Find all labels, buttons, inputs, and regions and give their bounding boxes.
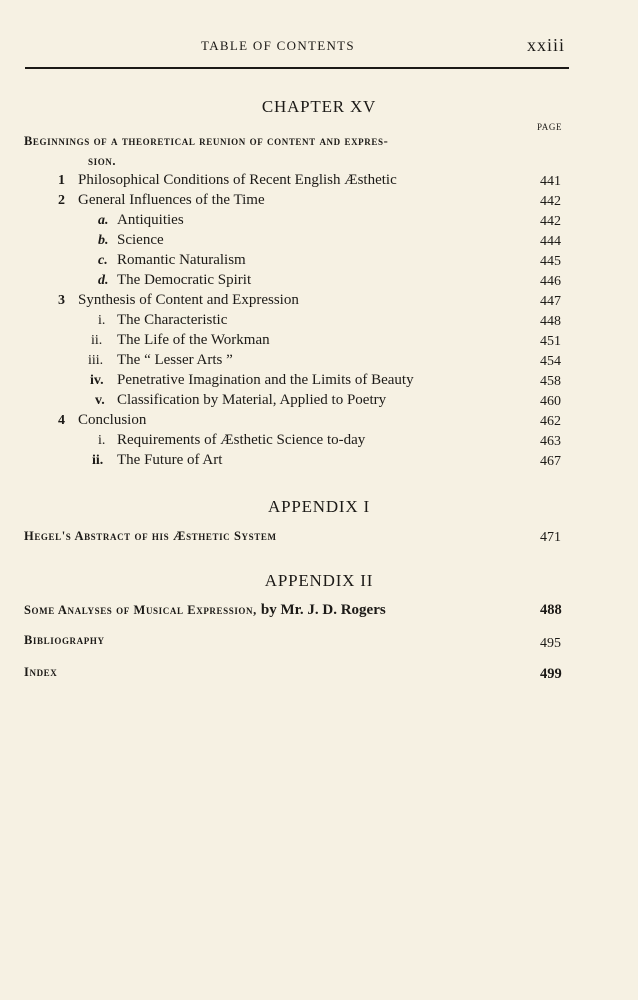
entry-page: 442	[540, 214, 561, 229]
entry-number: a.	[98, 213, 109, 228]
chapter-heading: CHAPTER XV	[261, 97, 377, 116]
appendix-2-heading: APPENDIX II	[264, 571, 374, 590]
entry-title: General Influences of the Time	[78, 192, 265, 208]
index-page: 499	[540, 666, 562, 682]
entry-title: Requirements of Æsthetic Science to-day	[117, 432, 366, 448]
entry-number: ii.	[91, 333, 103, 348]
entry-page: 454	[540, 354, 561, 369]
entry-page: 462	[540, 414, 561, 429]
appendix-1-title: Hegel's Abstract of his Æsthetic System	[24, 529, 277, 543]
entry-page: 460	[540, 394, 561, 409]
entry-number: 4	[58, 413, 65, 428]
entry-number: d.	[98, 273, 109, 288]
entry-title: The Characteristic	[117, 312, 228, 328]
page-column-label: PAGE	[537, 122, 563, 132]
entry-number: 2	[58, 193, 65, 208]
entry-title: Classification by Material, Applied to Poetry	[117, 392, 387, 408]
entry-number: c.	[98, 253, 108, 268]
appendix-2-author: by Mr. J. D. Rogers	[260, 602, 386, 618]
entry-page: 446	[540, 274, 561, 289]
appendix-2-title: Some Analyses of Musical Expression,	[24, 603, 257, 617]
entry-title: The “ Lesser Arts ”	[117, 352, 233, 368]
entry-number: 1	[58, 173, 65, 188]
entry-title: Synthesis of Content and Expression	[78, 292, 299, 308]
entry-page: 445	[540, 254, 561, 269]
bibliography-title: Bibliography	[24, 633, 105, 647]
entry-page: 463	[540, 434, 561, 449]
appendix-1-page: 471	[540, 530, 561, 545]
entry-number: 3	[58, 293, 65, 308]
entry-title: The Future of Art	[117, 452, 223, 468]
entry-title: Conclusion	[78, 412, 147, 428]
header-rule	[25, 67, 569, 69]
entry-page: 447	[540, 294, 561, 309]
entry-number: i.	[98, 313, 106, 328]
entry-title: The Life of the Workman	[117, 332, 270, 348]
running-title: TABLE OF CONTENTS	[201, 38, 355, 53]
entry-page: 441	[540, 174, 561, 189]
page-folio: xxiii	[527, 35, 566, 55]
entry-title: The Democratic Spirit	[117, 272, 252, 288]
entry-number: v.	[95, 393, 105, 408]
entry-title: Antiquities	[117, 212, 184, 228]
entry-page: 458	[540, 374, 561, 389]
chapter-title-line-1: Beginnings of a theoretical reunion of content and expres-	[24, 134, 389, 148]
chapter-title-line-2: sion.	[88, 154, 117, 168]
entry-page: 442	[540, 194, 561, 209]
entry-number: iii.	[88, 353, 104, 368]
entry-page: 451	[540, 334, 561, 349]
appendix-2-line	[24, 601, 386, 619]
entry-number: ii.	[92, 453, 104, 468]
entry-page: 444	[540, 234, 561, 249]
entry-number: i.	[98, 433, 106, 448]
entry-title: Romantic Naturalism	[117, 252, 246, 268]
entry-title: Philosophical Conditions of Recent English Æsthetic	[78, 172, 397, 188]
entry-number: b.	[98, 233, 109, 248]
entry-title: Science	[117, 232, 164, 248]
appendix-1-heading: APPENDIX I	[268, 497, 370, 516]
entry-number: iv.	[90, 373, 104, 388]
entry-page: 448	[540, 314, 561, 329]
appendix-2-page: 488	[540, 602, 562, 618]
entry-title: Penetrative Imagination and the Limits of Beauty	[117, 372, 414, 388]
bibliography-page: 495	[540, 636, 561, 651]
index-title: Index	[24, 665, 58, 679]
entry-page: 467	[540, 454, 561, 469]
